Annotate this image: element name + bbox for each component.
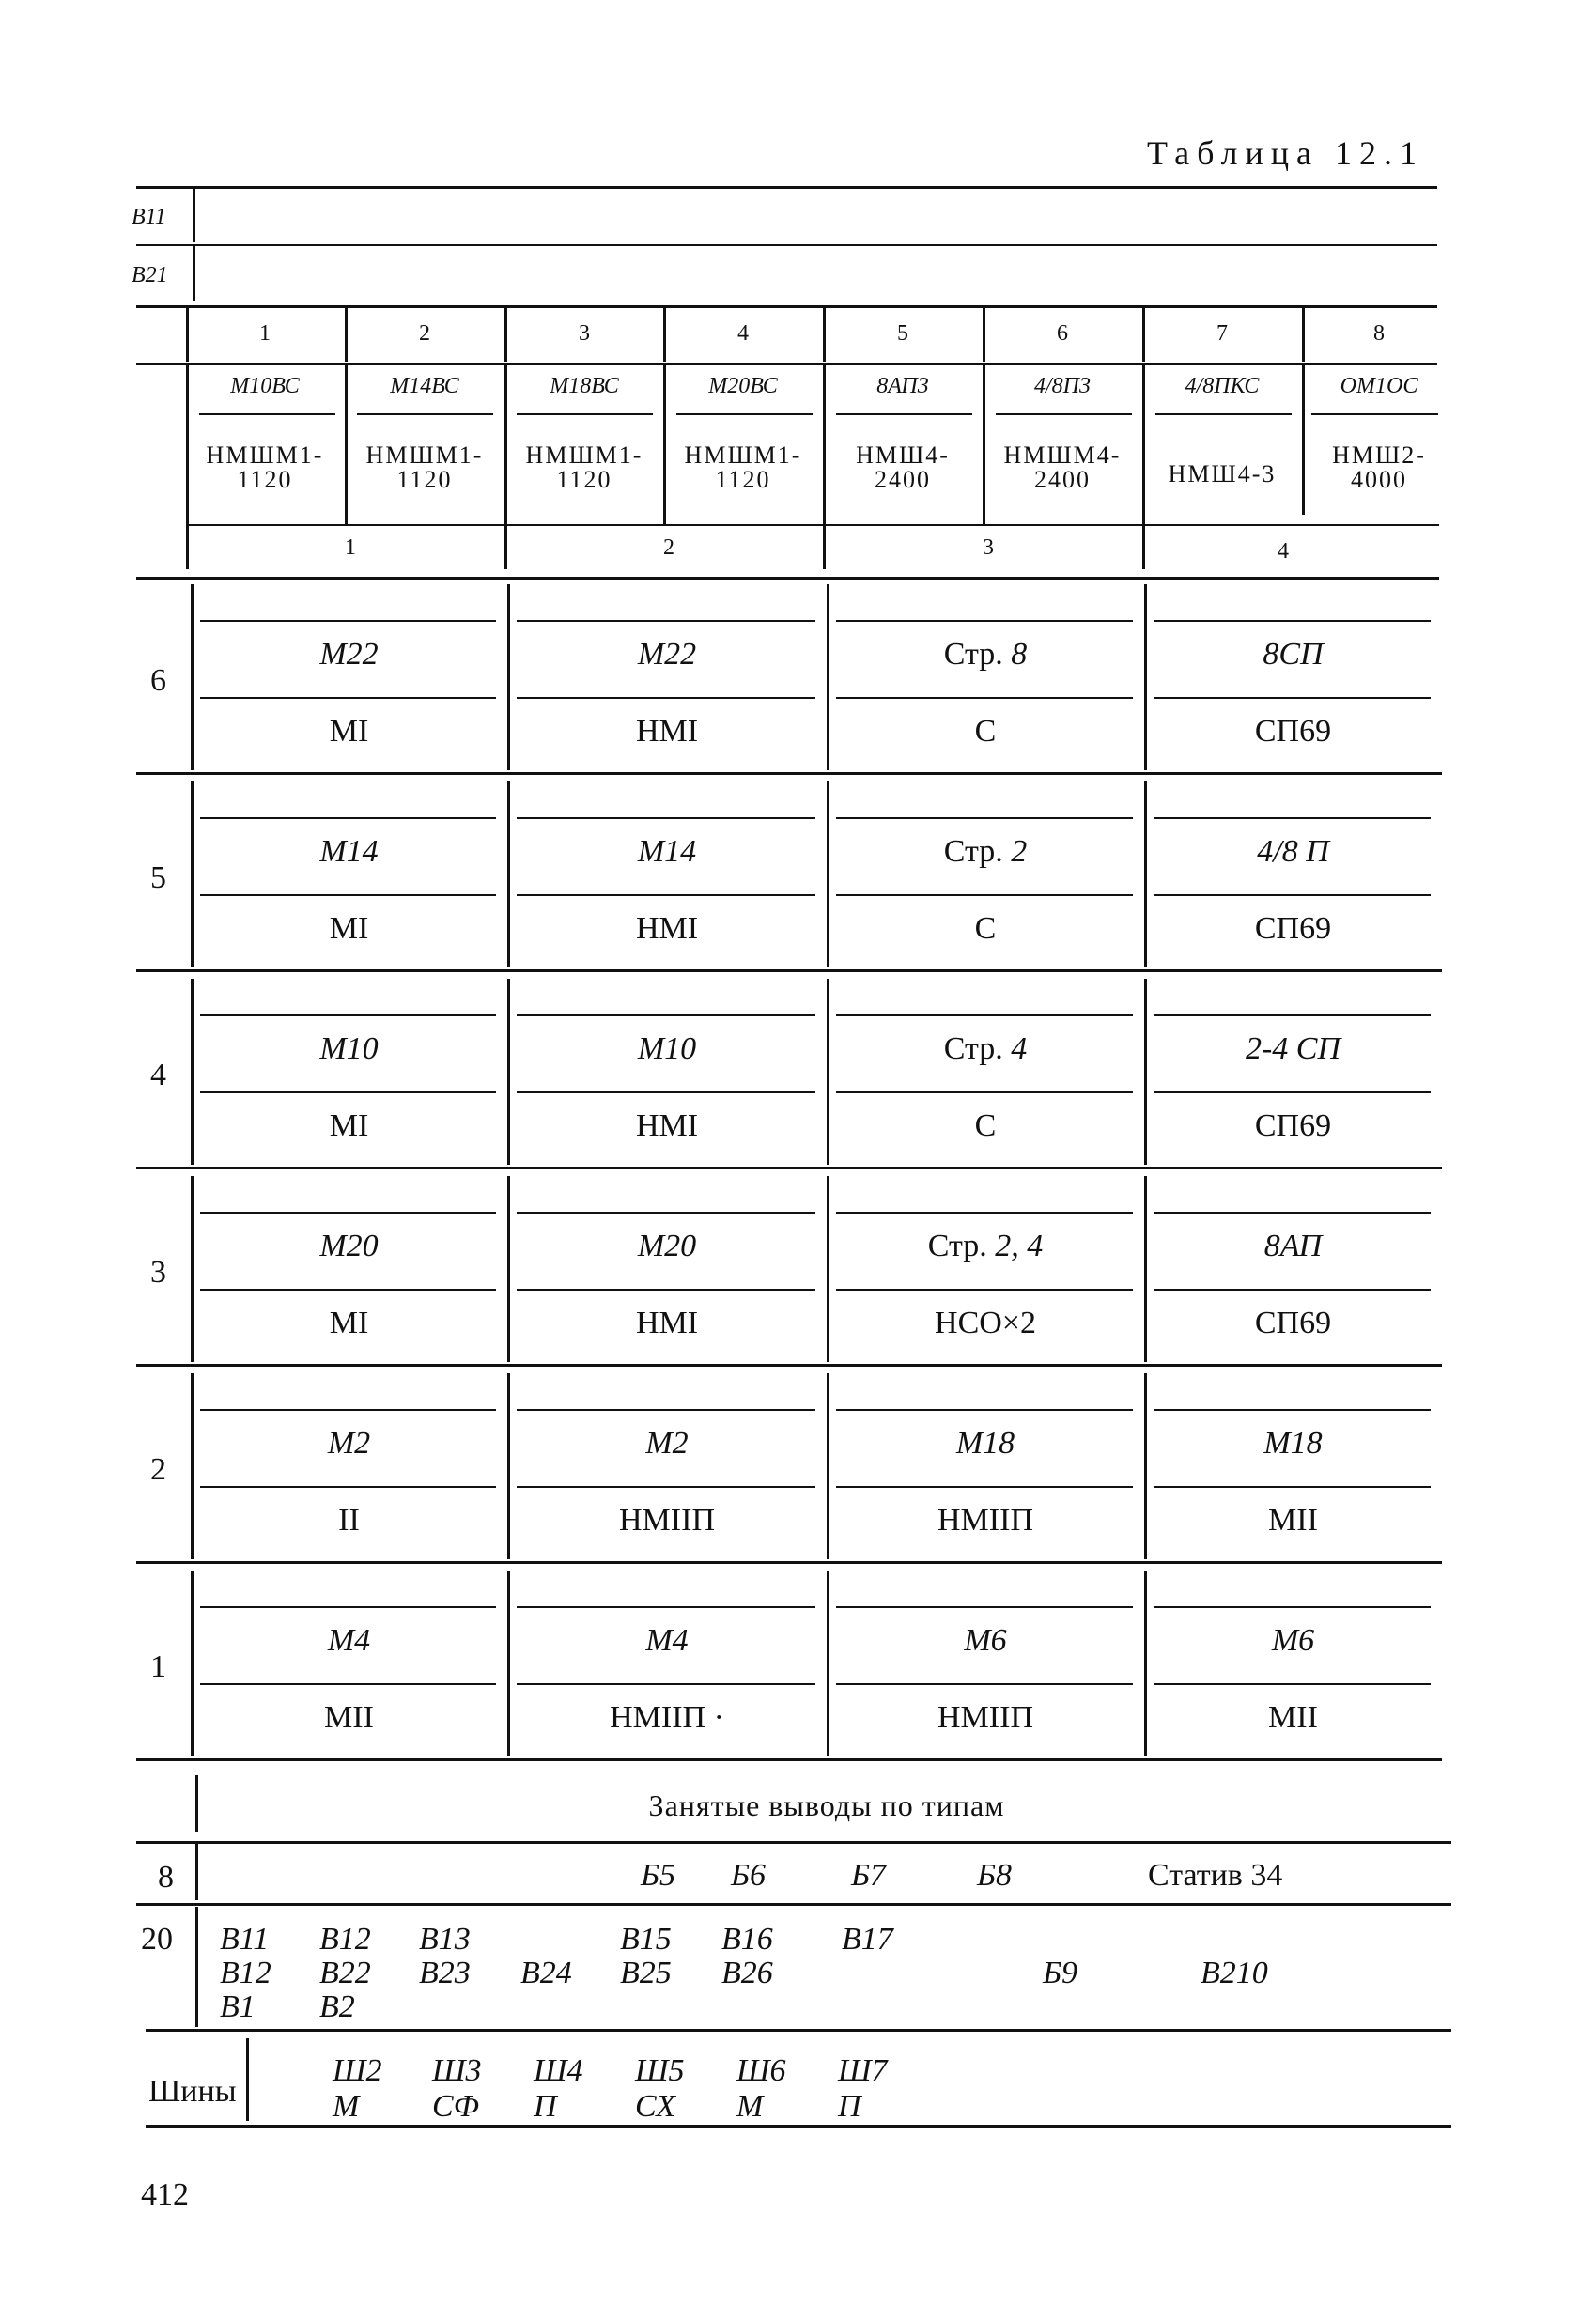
divider	[1144, 781, 1147, 967]
divider	[191, 781, 194, 967]
cell-bottom: НМI	[635, 1108, 699, 1143]
rule	[517, 1289, 815, 1291]
cell-top-value: М4	[645, 1623, 689, 1658]
occupied-item: В25	[620, 1956, 672, 1990]
cell-top	[645, 1623, 688, 1659]
occupied-item: Б6	[731, 1858, 767, 1893]
cell-top	[944, 834, 1028, 870]
group-number: 4	[1278, 539, 1289, 564]
rule	[200, 1606, 496, 1608]
cell-bottom: СП69	[1254, 1108, 1332, 1143]
divider	[1144, 584, 1147, 770]
cell-bottom: НСО×2	[935, 1306, 1036, 1340]
divider	[504, 364, 507, 569]
cell-top	[328, 1623, 370, 1659]
column-number: 7	[1216, 321, 1228, 346]
cell-top	[956, 1426, 1015, 1462]
column-number: 4	[737, 321, 749, 346]
column-number: 3	[579, 321, 590, 346]
divider	[507, 1176, 510, 1362]
module-type: ОМ1ОС	[1340, 374, 1418, 398]
rule	[836, 1683, 1133, 1685]
bus-item: Ш2 М	[333, 2053, 382, 2124]
cell-top-prefix: Стр.	[943, 637, 1003, 672]
module-type: М10ВС	[230, 374, 300, 398]
divider	[983, 307, 985, 362]
rule	[200, 1212, 496, 1214]
module-code: НМШМ1- 1120	[365, 441, 484, 493]
rule	[836, 620, 1133, 622]
divider	[191, 979, 194, 1165]
rule	[676, 413, 813, 415]
cell-top	[944, 637, 1028, 673]
divider	[827, 1571, 829, 1756]
cell-top-value: М14	[637, 834, 697, 869]
cell-bottom: МI	[329, 1306, 369, 1340]
divider	[827, 781, 829, 967]
rule	[136, 1841, 1451, 1844]
rule	[1154, 1091, 1431, 1093]
rule	[517, 620, 815, 622]
table-caption: Таблица 12.1	[1147, 134, 1424, 172]
cell-top-value: 8АП	[1263, 1229, 1323, 1263]
module-code: НМШ4-3	[1168, 460, 1277, 487]
row-number: 6	[150, 663, 166, 698]
occupied-item: В1	[220, 1989, 256, 2024]
rule	[517, 894, 815, 896]
divider	[827, 584, 829, 770]
rule	[136, 1758, 1442, 1761]
cell-top-value: 2	[1011, 834, 1028, 869]
divider	[827, 979, 829, 1165]
group-number: 2	[663, 535, 674, 560]
rule	[517, 1014, 815, 1016]
column-number: 2	[419, 321, 430, 346]
rule	[1154, 894, 1431, 896]
divider	[507, 781, 510, 967]
occupied-item: Б8	[977, 1858, 1013, 1893]
divider	[1142, 307, 1145, 362]
occupied-item: В16	[721, 1922, 773, 1957]
module-code: НМШМ1- 1120	[525, 441, 643, 493]
module-type: 4/8ПКС	[1185, 374, 1260, 398]
cell-top	[944, 1031, 1028, 1067]
rule	[1154, 620, 1431, 622]
occupied-item: В12	[319, 1922, 371, 1957]
divider	[1144, 1571, 1147, 1756]
occupied-item: В24	[520, 1956, 572, 1990]
rule	[1154, 1409, 1431, 1411]
divider	[507, 979, 510, 1165]
rule	[836, 894, 1133, 896]
cell-top	[319, 1229, 378, 1264]
rule	[136, 1364, 1442, 1367]
occupied-item: В22	[319, 1956, 371, 1990]
rule	[136, 772, 1442, 775]
cell-top-value: 2-4 СП	[1245, 1031, 1341, 1066]
module-code: НМШМ1- 1120	[206, 441, 324, 493]
occupied-item: В26	[721, 1956, 773, 1990]
rule	[200, 697, 496, 699]
rule	[136, 577, 1439, 580]
cell-top	[928, 1229, 1044, 1264]
cell-top-value: 8СП	[1263, 637, 1324, 672]
module-type: 8АП3	[876, 374, 929, 398]
bus-item: Ш6 М	[736, 2053, 786, 2124]
cell-top-value: М2	[327, 1426, 371, 1461]
divider	[186, 364, 189, 569]
divider	[507, 1373, 510, 1559]
divider	[193, 188, 195, 242]
cell-top-value: М6	[1271, 1623, 1315, 1658]
divider	[195, 1844, 198, 1900]
bus-item: Ш4 П	[534, 2053, 583, 2124]
cell-top	[1264, 1229, 1322, 1264]
occupied-item: В2	[319, 1989, 355, 2024]
divider	[1144, 1373, 1147, 1559]
rule	[136, 186, 1437, 189]
divider	[827, 1176, 829, 1362]
rule	[517, 1486, 815, 1488]
divider	[191, 584, 194, 770]
rule	[200, 817, 496, 819]
bus-item: Ш5 СХ	[635, 2053, 685, 2124]
cell-top-value: М10	[319, 1031, 379, 1066]
rule	[200, 1683, 496, 1685]
divider	[186, 307, 189, 362]
cell-top	[645, 1426, 688, 1462]
rule	[517, 413, 653, 415]
divider	[345, 364, 348, 524]
cell-top-value: М10	[637, 1031, 697, 1066]
rule	[836, 1606, 1133, 1608]
cell-top	[328, 1426, 370, 1462]
row-number: 4	[150, 1058, 166, 1092]
cell-top	[1263, 1426, 1322, 1462]
divider	[191, 1571, 194, 1756]
cell-bottom: СП69	[1254, 1306, 1332, 1340]
cell-bottom: МI	[329, 911, 369, 946]
occupied-row-number: 8	[158, 1860, 174, 1895]
cell-top-value: 8	[1011, 637, 1028, 672]
cell-bottom: МII	[1268, 1700, 1318, 1735]
cell-top	[319, 834, 378, 870]
cell-top	[638, 834, 696, 870]
rule	[1154, 1606, 1431, 1608]
module-code: НМШМ4- 2400	[1003, 441, 1122, 493]
rule	[836, 1486, 1133, 1488]
cell-top	[319, 637, 378, 673]
bus-item: Ш3 СФ	[432, 2053, 482, 2124]
cell-bottom: НМIIП	[937, 1700, 1033, 1735]
column-number: 6	[1057, 321, 1068, 346]
divider	[1302, 364, 1305, 515]
cell-bottom: МI	[329, 1108, 369, 1143]
group-number: 3	[983, 535, 994, 560]
rule	[836, 1409, 1133, 1411]
cell-top-value: М18	[955, 1426, 1015, 1461]
cell-top	[638, 637, 696, 673]
divider	[663, 364, 666, 524]
divider	[195, 1907, 198, 2027]
page-number: 412	[141, 2177, 189, 2212]
rule	[836, 817, 1133, 819]
rule	[517, 1409, 815, 1411]
occupied-item: Б5	[641, 1858, 676, 1893]
divider	[1144, 979, 1147, 1165]
module-code: НМШ4- 2400	[856, 441, 950, 493]
rule	[1154, 1683, 1431, 1685]
divider	[507, 584, 510, 770]
rule	[517, 1212, 815, 1214]
rule	[136, 1561, 1442, 1564]
rule	[836, 697, 1133, 699]
occupied-row-number: 20	[141, 1922, 173, 1957]
divider	[983, 364, 985, 524]
cell-bottom: СП69	[1254, 714, 1332, 749]
cell-bottom: МII	[324, 1700, 374, 1735]
cell-top	[319, 1031, 378, 1067]
rule	[1154, 1014, 1431, 1016]
cell-top-value: 4	[1011, 1031, 1028, 1066]
cell-top	[1246, 1031, 1340, 1067]
cell-top-value: М2	[645, 1426, 689, 1461]
cell-top-value: М18	[1263, 1426, 1323, 1461]
rule	[517, 1606, 815, 1608]
cell-top	[1263, 637, 1323, 673]
rule	[1154, 817, 1431, 819]
occupied-item: В12	[220, 1956, 271, 1990]
module-type: 4/8П3	[1034, 374, 1091, 398]
column-number: 5	[897, 321, 908, 346]
rule	[200, 1409, 496, 1411]
row-number: 1	[150, 1649, 166, 1684]
rule	[517, 817, 815, 819]
cell-top	[1272, 1623, 1314, 1659]
divider	[191, 1176, 194, 1362]
cell-top-value: М6	[964, 1623, 1007, 1658]
rule	[200, 1091, 496, 1093]
cell-top-value: М4	[327, 1623, 371, 1658]
rule	[836, 1212, 1133, 1214]
divider	[1144, 1176, 1147, 1362]
rule	[517, 697, 815, 699]
cell-bottom: НМI	[635, 714, 699, 749]
rule	[996, 413, 1132, 415]
rule	[200, 1014, 496, 1016]
occupied-heading: Занятые выводы по типам	[648, 1788, 1005, 1822]
column-number: 8	[1373, 321, 1385, 346]
rule	[836, 1289, 1133, 1291]
module-type: М14ВС	[390, 374, 459, 398]
rule	[136, 969, 1442, 972]
occupied-item: Б7	[851, 1858, 887, 1893]
divider	[663, 307, 666, 362]
bus-label-b11: В11	[132, 205, 166, 229]
group-number: 1	[345, 535, 356, 560]
rule	[200, 620, 496, 622]
cell-bottom: С	[974, 714, 997, 749]
module-type: М18ВС	[550, 374, 619, 398]
module-type: М20ВС	[708, 374, 778, 398]
occupied-item: В13	[419, 1922, 471, 1957]
rule	[1154, 697, 1431, 699]
rule	[1154, 1289, 1431, 1291]
bus-label-b21: В21	[132, 263, 168, 287]
cell-bottom: II	[338, 1503, 360, 1538]
cell-top-value: 2, 4	[995, 1229, 1044, 1263]
rule	[136, 363, 1437, 365]
cell-top-value: 4/8 П	[1257, 834, 1329, 869]
divider	[195, 1775, 198, 1832]
rule	[199, 413, 335, 415]
cell-bottom: НМIIП ·	[610, 1700, 724, 1735]
bus-item: Ш7 П	[838, 2053, 888, 2124]
occupied-item: В17	[842, 1922, 893, 1957]
occupied-item: В11	[220, 1922, 270, 1957]
cell-top	[1257, 834, 1329, 870]
occupied-item: В23	[419, 1956, 471, 1990]
cell-bottom: НМI	[635, 911, 699, 946]
cell-bottom: НМIIП	[619, 1503, 715, 1538]
divider	[193, 246, 195, 301]
rule	[836, 1091, 1133, 1093]
cell-bottom: СП69	[1254, 911, 1332, 946]
rule	[1154, 1486, 1431, 1488]
module-code: НМШ2- 4000	[1332, 441, 1426, 493]
cell-top-value: М20	[319, 1229, 379, 1263]
occupied-item: Б9	[1043, 1956, 1078, 1990]
cell-top-value: М20	[637, 1229, 697, 1263]
cell-top-prefix: Стр.	[943, 834, 1003, 869]
rule	[136, 1167, 1442, 1169]
divider	[504, 307, 507, 362]
rule	[1154, 1212, 1431, 1214]
rule	[357, 413, 493, 415]
rule	[517, 1683, 815, 1685]
divider	[1142, 364, 1145, 569]
buses-label: Шины	[148, 2074, 237, 2109]
cell-top-value: М22	[637, 637, 697, 672]
cell-top-value: М14	[319, 834, 379, 869]
rule	[517, 1091, 815, 1093]
cell-top	[964, 1623, 1006, 1659]
cell-bottom: С	[974, 1108, 997, 1143]
rule	[188, 524, 1439, 526]
rack-label: Статив 34	[1148, 1858, 1283, 1893]
cell-top	[638, 1229, 696, 1264]
cell-top	[638, 1031, 696, 1067]
rule	[200, 1289, 496, 1291]
divider	[1302, 307, 1305, 362]
column-number: 1	[259, 321, 271, 346]
rule	[136, 305, 1437, 308]
rule	[136, 244, 1437, 246]
row-number: 2	[150, 1452, 166, 1487]
divider	[246, 2038, 249, 2121]
cell-bottom: МII	[1268, 1503, 1318, 1538]
divider	[191, 1373, 194, 1559]
divider	[823, 364, 826, 569]
cell-bottom: С	[974, 911, 997, 946]
rule	[136, 1903, 1451, 1906]
cell-top-prefix: Стр.	[927, 1229, 987, 1263]
cell-bottom: НМIIП	[937, 1503, 1033, 1538]
occupied-item: В210	[1201, 1956, 1268, 1990]
rule	[200, 894, 496, 896]
rule	[836, 413, 972, 415]
cell-top-prefix: Стр.	[943, 1031, 1003, 1066]
row-number: 3	[150, 1255, 166, 1290]
module-code: НМШМ1- 1120	[684, 441, 802, 493]
occupied-item: В15	[620, 1922, 672, 1957]
divider	[823, 307, 826, 362]
cell-top-value: М22	[319, 637, 379, 672]
divider	[345, 307, 348, 362]
rule	[1155, 413, 1292, 415]
divider	[827, 1373, 829, 1559]
cell-bottom: МI	[329, 714, 369, 749]
divider	[507, 1571, 510, 1756]
rule	[146, 2125, 1451, 2128]
row-number: 5	[150, 860, 166, 895]
rule	[1311, 413, 1438, 415]
rule	[836, 1014, 1133, 1016]
rule	[146, 2029, 1451, 2032]
cell-bottom: НМI	[635, 1306, 699, 1340]
rule	[200, 1486, 496, 1488]
